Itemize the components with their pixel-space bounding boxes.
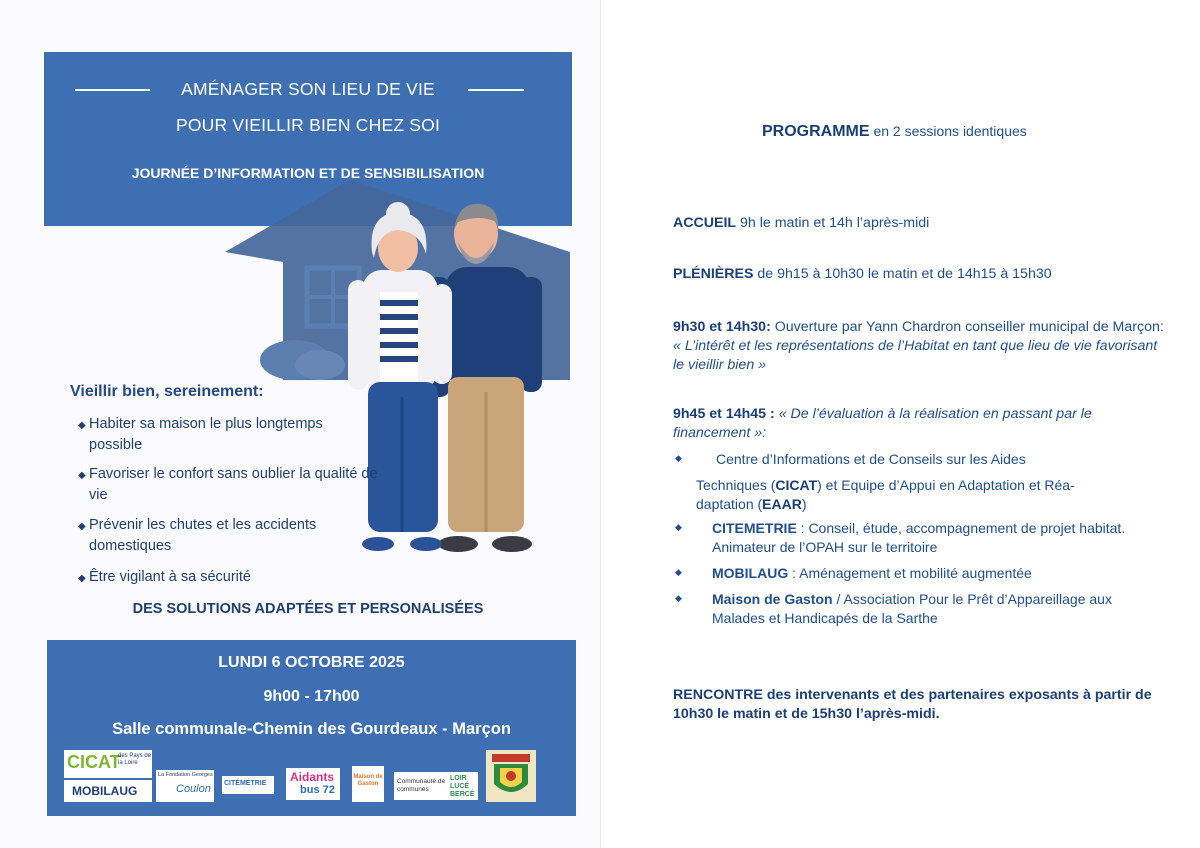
- speaker-name: CITEMETRIE: [712, 520, 797, 536]
- programme-title: PROGRAMME: [762, 123, 870, 140]
- rencontre-label: RENCONTRE: [673, 687, 763, 703]
- aidants-logo-sub: bus 72: [300, 784, 335, 796]
- speaker-item-continued: [696, 476, 1146, 514]
- programme-title-suffix: en 2 sessions identiques: [873, 123, 1027, 139]
- speaker-text: : Aménagement et mobilité augmentée: [792, 565, 1032, 581]
- rencontre-text: des intervenants et des partenaires exposants à partir de 10h30 le matin et de 15h30 l’après-midi.: [673, 687, 1152, 722]
- speaker-text: daptation (: [696, 496, 763, 512]
- citemetrie-logo-text: CITÉMÉTRIE: [224, 780, 267, 787]
- flyer-title-line2: POUR VIEILLIR BIEN CHEZ SOI: [175, 115, 441, 135]
- accueil-text: 9h le matin et 14h l’après-midi: [740, 215, 930, 231]
- session1-label: 9h30 et 14h30:: [673, 319, 771, 335]
- accueil-line: [673, 214, 929, 233]
- speaker-name: EAAR: [762, 496, 802, 512]
- cicat-logo: [64, 750, 152, 778]
- fondation-logo: [156, 770, 214, 802]
- benefit-item: [78, 567, 378, 588]
- diamond-bullet-icon: ◆: [78, 573, 86, 584]
- fondation-logo-text: La Fondation Georges: [158, 772, 213, 778]
- citemetrie-logo: [222, 776, 274, 794]
- fondation-logo-name: Coulon: [176, 783, 211, 795]
- speaker-name: MOBILAUG: [712, 565, 789, 581]
- session2-label: 9h45 et 14h45 :: [673, 406, 775, 422]
- flyer-title-line1: AMÉNAGER SON LIEU DE VIE: [181, 79, 435, 99]
- programme-heading: [762, 123, 1027, 141]
- speaker-text: Techniques (: [696, 477, 776, 493]
- benefit-text: Habiter sa maison le plus longtemps possible: [89, 416, 323, 453]
- event-hours: 9h00 - 17h00: [263, 688, 360, 705]
- benefit-item: [78, 464, 378, 506]
- benefit-text: Prévenir les chutes et les accidents domestiques: [89, 517, 317, 554]
- event-venue: Salle communale-Chemin des Gourdeaux - Marçon: [112, 720, 511, 738]
- accueil-label: ACCUEIL: [673, 215, 737, 231]
- crest-icon: [486, 750, 536, 802]
- speaker-text: Centre d’Informations et de Conseils sur les Aides: [716, 451, 1026, 467]
- diamond-bullet-icon: ◆: [78, 470, 86, 481]
- rencontre-note: [673, 686, 1163, 724]
- benefits-title: Vieillir bien, sereinement:: [70, 383, 264, 400]
- session-evaluation: [673, 405, 1163, 443]
- communaute-logo-text: Communauté de communes: [397, 778, 446, 793]
- diamond-bullet-icon: ◆: [675, 522, 682, 532]
- loir-logo-text: LOIR LUCÉ BERCÉ: [450, 775, 475, 798]
- mobilaug-logo: [64, 780, 152, 802]
- plenieres-label: PLÉNIÈRES: [673, 266, 754, 282]
- speaker-text: ): [801, 496, 807, 512]
- session1-text: Ouverture par Yann Chardron conseiller municipal de Marçon:: [774, 319, 1164, 335]
- session1-quote: « L’intérêt et les représentations de l’Habitat en tant que lieu de vie favorisant le vieillir bien »: [673, 338, 1158, 373]
- plenieres-line: [673, 265, 1052, 284]
- session2-quote: « De l’évaluation à la réalisation en passant par le financement »:: [673, 406, 1092, 441]
- diamond-bullet-icon: ◆: [675, 593, 682, 603]
- plenieres-text: de 9h15 à 10h30 le matin et de 14h15 à 15h30: [757, 266, 1052, 282]
- diamond-bullet-icon: ◆: [675, 453, 682, 463]
- benefit-item: [78, 414, 378, 456]
- session-opening: [673, 318, 1168, 375]
- aidants-logo-text: Aidants: [290, 770, 335, 784]
- diamond-bullet-icon: ◆: [78, 420, 86, 431]
- cicat-logo-text: CICAT: [67, 752, 121, 772]
- benefit-text: Être vigilant à sa sécurité: [89, 569, 251, 585]
- diamond-bullet-icon: ◆: [675, 567, 682, 577]
- cicat-logo-sub: des Pays de la Loire: [118, 753, 152, 766]
- partner-logos: [64, 750, 544, 806]
- speaker-text: : Conseil, étude, accompagnement de projet habitat. Animateur de l’OPAH sur le territoire: [712, 520, 1126, 555]
- speaker-name: Maison de Gaston: [712, 591, 833, 607]
- marcon-crest-logo: [486, 750, 536, 802]
- flyer-subtitle: JOURNÉE D’INFORMATION ET DE SENSIBILISATION: [131, 165, 485, 181]
- solutions-heading: DES SOLUTIONS ADAPTÉES ET PERSONALISÉES: [132, 601, 484, 617]
- event-date: LUNDI 6 OCTOBRE 2025: [218, 654, 405, 671]
- maison-gaston-logo: [352, 766, 384, 802]
- communaute-logo: [394, 772, 478, 800]
- mobilaug-logo-text: MOBILAUG: [72, 784, 138, 798]
- benefit-item: [78, 515, 378, 557]
- speaker-text: ) et Equipe d’Appui en Adaptation et Réa-: [817, 477, 1075, 493]
- gaston-logo-text: Maison de Gaston: [353, 774, 383, 787]
- benefit-text: Favoriser le confort sans oublier la qualité de vie: [89, 466, 378, 503]
- speaker-text: / Association Pour le Prêt d’Appareillage aux Malades et Handicapés de la Sarthe: [712, 591, 1112, 626]
- speaker-name: CICAT: [775, 477, 818, 493]
- aidants-bus-logo: [286, 768, 340, 800]
- diamond-bullet-icon: ◆: [78, 521, 86, 532]
